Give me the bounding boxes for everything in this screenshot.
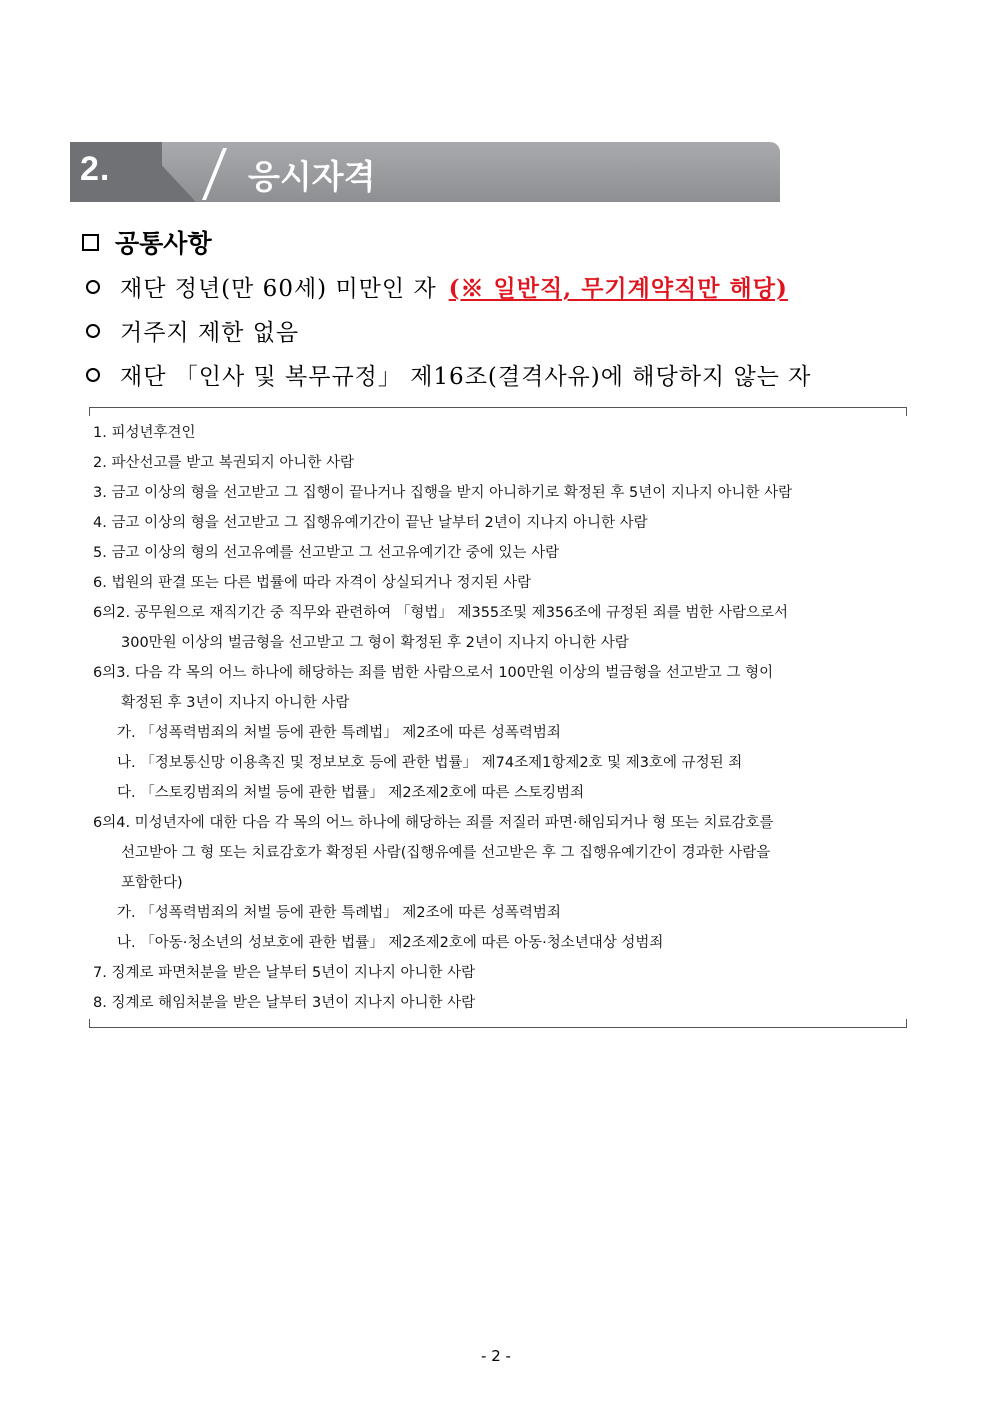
list-item: 5. 금고 이상의 형의 선고유예를 선고받고 그 선고유예기간 중에 있는 사람 (93, 545, 560, 561)
list-subitem: 나. 「아동·청소년의 성보호에 관한 법률」 제2조제2호에 따른 아동·청소년대상 성범죄 (117, 935, 664, 951)
list-item-continued: 확정된 후 3년이 지나지 아니한 사람 (121, 695, 350, 711)
list-item-continued: 포함한다) (121, 875, 183, 891)
list-item: 6의2. 공무원으로 재직기간 중 직무와 관련하여 「형법」 제355조및 제356조에 규정된 죄를 범한 사람으로서 (93, 605, 788, 621)
list-item: 6. 법원의 판결 또는 다른 법률에 따라 자격이 상실되거나 정지된 사람 (93, 575, 532, 591)
list-item-continued: 선고받아 그 형 또는 치료감호가 확정된 사람(집행유예를 선고받은 후 그 집행유예기간이 경과한 사람을 (121, 845, 771, 861)
banner-divider (202, 148, 227, 200)
section-title: 응시자격 (248, 157, 376, 196)
bullet-item (86, 358, 811, 391)
box-bottom-bracket (89, 1019, 907, 1028)
list-item-continued: 300만원 이상의 벌금형을 선고받고 그 형이 확정된 후 2년이 지나지 아니한 사람 (121, 635, 629, 651)
circle-bullet-icon (86, 368, 100, 382)
bullet-text: 재단 「인사 및 복무규정」 제16조(결격사유)에 해당하지 않는 자 (120, 364, 812, 390)
list-subitem: 나. 「정보통신망 이용촉진 및 정보보호 등에 관한 법률」 제74조제1항제2호 및 제3호에 규정된 죄 (117, 755, 743, 771)
disqualification-list (93, 418, 899, 1018)
bullet-text: 거주지 제한 없음 (120, 320, 300, 346)
list-item: 6의4. 미성년자에 대한 다음 각 목의 어느 하나에 해당하는 죄를 저질러 파면·해임되거나 형 또는 치료감호를 (93, 815, 774, 831)
list-subitem: 가. 「성폭력범죄의 처벌 등에 관한 특례법」 제2조에 따른 성폭력범죄 (117, 905, 561, 921)
list-item: 6의3. 다음 각 목의 어느 하나에 해당하는 죄를 범한 사람으로서 100만원 이상의 벌금형을 선고받고 그 형이 (93, 665, 774, 681)
square-bullet-icon (82, 234, 99, 251)
subheading (82, 224, 212, 260)
subheading-text: 공통사항 (115, 229, 212, 258)
list-item: 8. 징계로 해임처분을 받은 날부터 3년이 지나지 아니한 사람 (93, 995, 476, 1011)
circle-bullet-icon (86, 280, 100, 294)
highlight-note: (※ 일반직, 무기계약직만 해당) (448, 275, 788, 302)
bullet-item (86, 314, 299, 347)
section-number: 2. (80, 150, 111, 188)
page-number: - 2 - (481, 1347, 511, 1365)
list-item: 2. 파산선고를 받고 복권되지 아니한 사람 (93, 455, 354, 471)
circle-bullet-icon (86, 324, 100, 338)
list-item: 4. 금고 이상의 형을 선고받고 그 집행유예기간이 끝난 날부터 2년이 지나지 아니한 사람 (93, 515, 648, 531)
list-item: 7. 징계로 파면처분을 받은 날부터 5년이 지나지 아니한 사람 (93, 965, 476, 981)
list-item: 1. 피성년후견인 (93, 425, 196, 441)
bullet-text: 재단 정년(만 60세) 미만인 자 (120, 276, 437, 302)
box-top-bracket (89, 407, 907, 416)
section-banner (70, 142, 780, 202)
bullet-item (86, 270, 788, 303)
list-subitem: 가. 「성폭력범죄의 처벌 등에 관한 특례법」 제2조에 따른 성폭력범죄 (117, 725, 561, 741)
list-subitem: 다. 「스토킹범죄의 처벌 등에 관한 법률」 제2조제2호에 따른 스토킹범죄 (117, 785, 585, 801)
list-item: 3. 금고 이상의 형을 선고받고 그 집행이 끝나거나 집행을 받지 아니하기로 확정된 후 5년이 지나지 아니한 사람 (93, 485, 793, 501)
banner-slash-shape (140, 142, 196, 202)
